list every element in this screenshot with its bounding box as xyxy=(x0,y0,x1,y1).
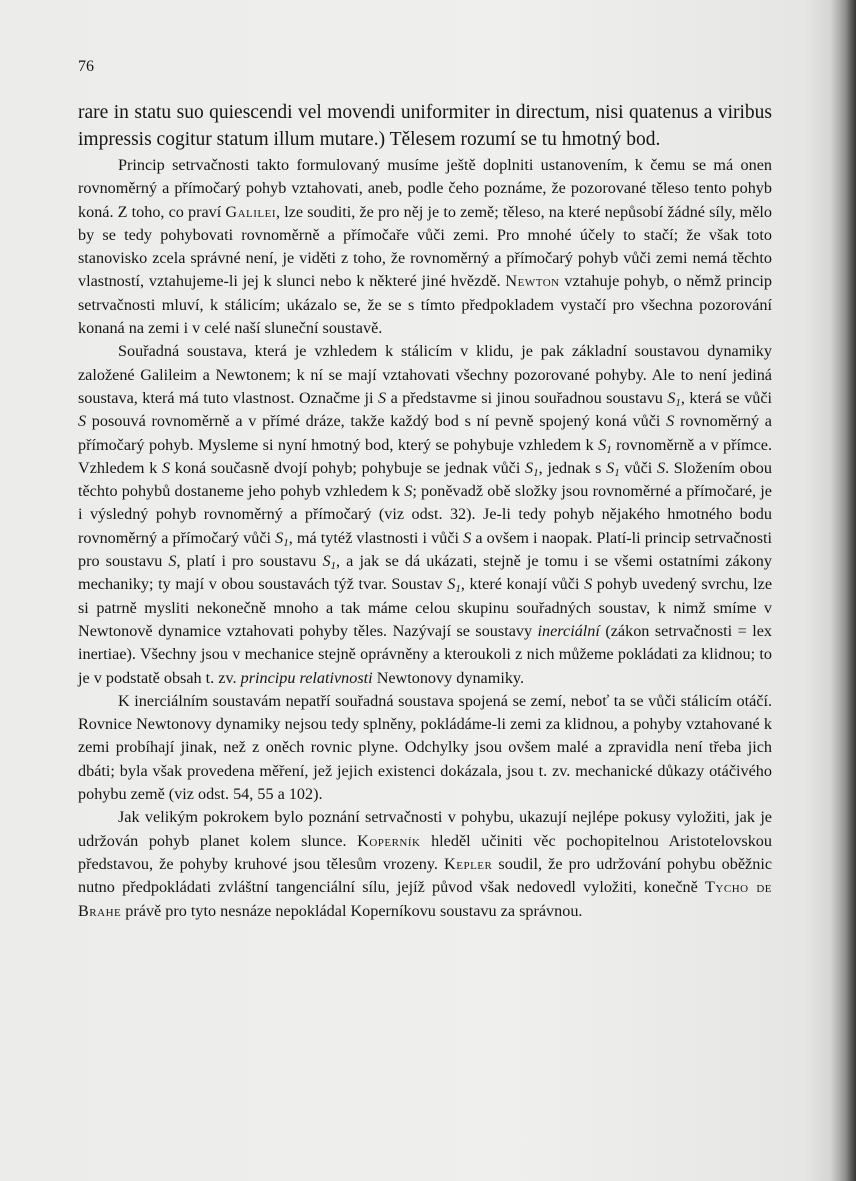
name-galilei: Galilei xyxy=(225,202,277,221)
paragraph-inertia-reference: Princip setrvačnosti takto formulovaný musíme ještě doplniti ustanovením, k čemu se má onen rovnoměrný a přímočarý pohyb vztahovati, aneb, podle čeho poznáme, že pozorované těleso tento pohyb koná. Z toho, co praví Galilei, lze souditi, že pro něj je to země; těleso, na které nepůsobí žádné síly, mělo by se tedy pohybovati rovnoměrně a přímočaře vůči zemi. Pro mnohé účely to stačí; že však toto stanovisko zcela správné není, je viděti z toho, že rovnoměrný a přímočarý pohyb vůči zemi nemá těchto vlastností, vztahujeme-li jej k slunci nebo k některé jiné hvězdě. Newton vztahuje pohyb, o němž princip setrvačnosti mluví, k stálicím; ukázalo se, že se s tímto předpokladem vystačí pro všechna pozorování konaná na zemi i v celé naší sluneční soustavě. xyxy=(78,156,772,338)
binding-shadow xyxy=(830,0,856,1181)
name-kopernik: Koperník xyxy=(357,831,421,850)
intro-paragraph: rare in statu suo quiescendi vel movendi uniformiter in directum, nisi quatenus a viribus impressis cogitur statum illum mutare.) Tělesem rozumí se tu hmotný bod. xyxy=(78,102,772,150)
paragraph-inertial-frames: Souřadná soustava, která je vzhledem k stálicím v klidu, je pak základní soustavou dynamiky založené Galileim a Newtonem; k ní se mají vztahovati všechny pozorované pohyby. Ale to není jediná soustava, která má tuto vlastnost. Označme ji S a představme si jinou souřadnou soustavu $S_1$, která se vůči S posouvá rovnoměrně a v přímé dráze, takže každý bod s ní pevně spojený koná vůči S rovnoměrný a přímočarý pohyb. Mysleme si nyní hmotný bod, který se pohybuje vzhledem k $S_1$ rovnoměrně a v přímce. Vzhledem k S koná současně dvojí pohyb; pohybuje se jednak vůči $S_1$, jednak s $S_1$ vůči S. Složením obou těchto pohybů dostaneme jeho pohyb vzhledem k S; poněvadž obě složky jsou rovnoměrné a přímočaré, je i výsledný pohyb rovnoměrný a přímočarý (viz odst. 32). Je-li tedy pohyb nějakého hmotného bodu rovnoměrný a přímočarý vůči $S_1$, má tytéž vlastnosti i vůči S a ovšem i naopak. Platí-li princip setrvačnosti pro soustavu S, platí i pro soustavu $S_1$, a jak se dá ukázati, stejně je tomu i se všemi ostatními zákony mechaniky; ty mají v obou soustavách týž tvar. Soustav $S_1$, které konají vůči S pohyb uvedený svrchu, lze si patrně mysliti nekonečně mnoho a tak máme celou skupinu souřadných soustav, k nimž smíme v Newtonově dynamice vztahovati pohyby těles. Nazývají se soustavy inerciální (zákon setrvačnosti = lex inertiae). Všechny jsou v mechanice stejně oprávněny a kteroukoli z nich můžeme pokládati za klidnou; to je v podstatě obsah t. zv. principu relativnosti Newtonovy dynamiky. xyxy=(78,342,773,687)
name-tycho-de-brahe: Tycho de Brahe xyxy=(78,878,772,920)
name-kepler: Kepler xyxy=(444,854,493,873)
name-newton: Newton xyxy=(505,272,560,291)
paragraph-earth-rotation: K inerciálním soustavám nepatří souřadná soustava spojená se zemí, neboť ta se vůči stálicím otáčí. Rovnice Newtonovy dynamiky nejsou tedy splněny, pokládáme-li zemi za klidnou, a pohyby vztahované k zemi probíhají jinak, než z oněch rovnic plyne. Odchylky jsou ovšem malé a zpravidla není třeba jich dbáti; byla však provedena měření, jež jejich existenci dokázala, jsou t. zv. mechanické důkazy otáčivého pohybu země (viz odst. 54, 55 a 102). xyxy=(78,691,772,804)
page-text xyxy=(78,100,772,923)
term-princip-relativnosti: principu relativnosti xyxy=(240,668,373,687)
symbol-S: S xyxy=(378,388,387,407)
symbol-S1: $S_1$ xyxy=(667,388,681,409)
term-inercialni: inerciální xyxy=(537,621,600,640)
paragraph-planetary-motion: Jak velikým pokrokem bylo poznání setrvačnosti v pohybu, ukazují nejlépe pokusy vyložiti, jak je udržován pohyb planet kolem slunce. Koperník hleděl učiniti věc pochopitelnou Aristotelovskou představou, že pohyby kruhové jsou tělesům vrozeny. Kepler soudil, že pro udržování pohybu oběžnic nutno předpokládati zvláštní tangenciální sílu, jejíž původ však nedovedl vyložiti, konečně Tycho de Brahe právě pro tyto nesnáze nepokládal Koperníkovu soustavu za správnou. xyxy=(78,808,772,920)
page-number: 76 xyxy=(78,58,94,75)
